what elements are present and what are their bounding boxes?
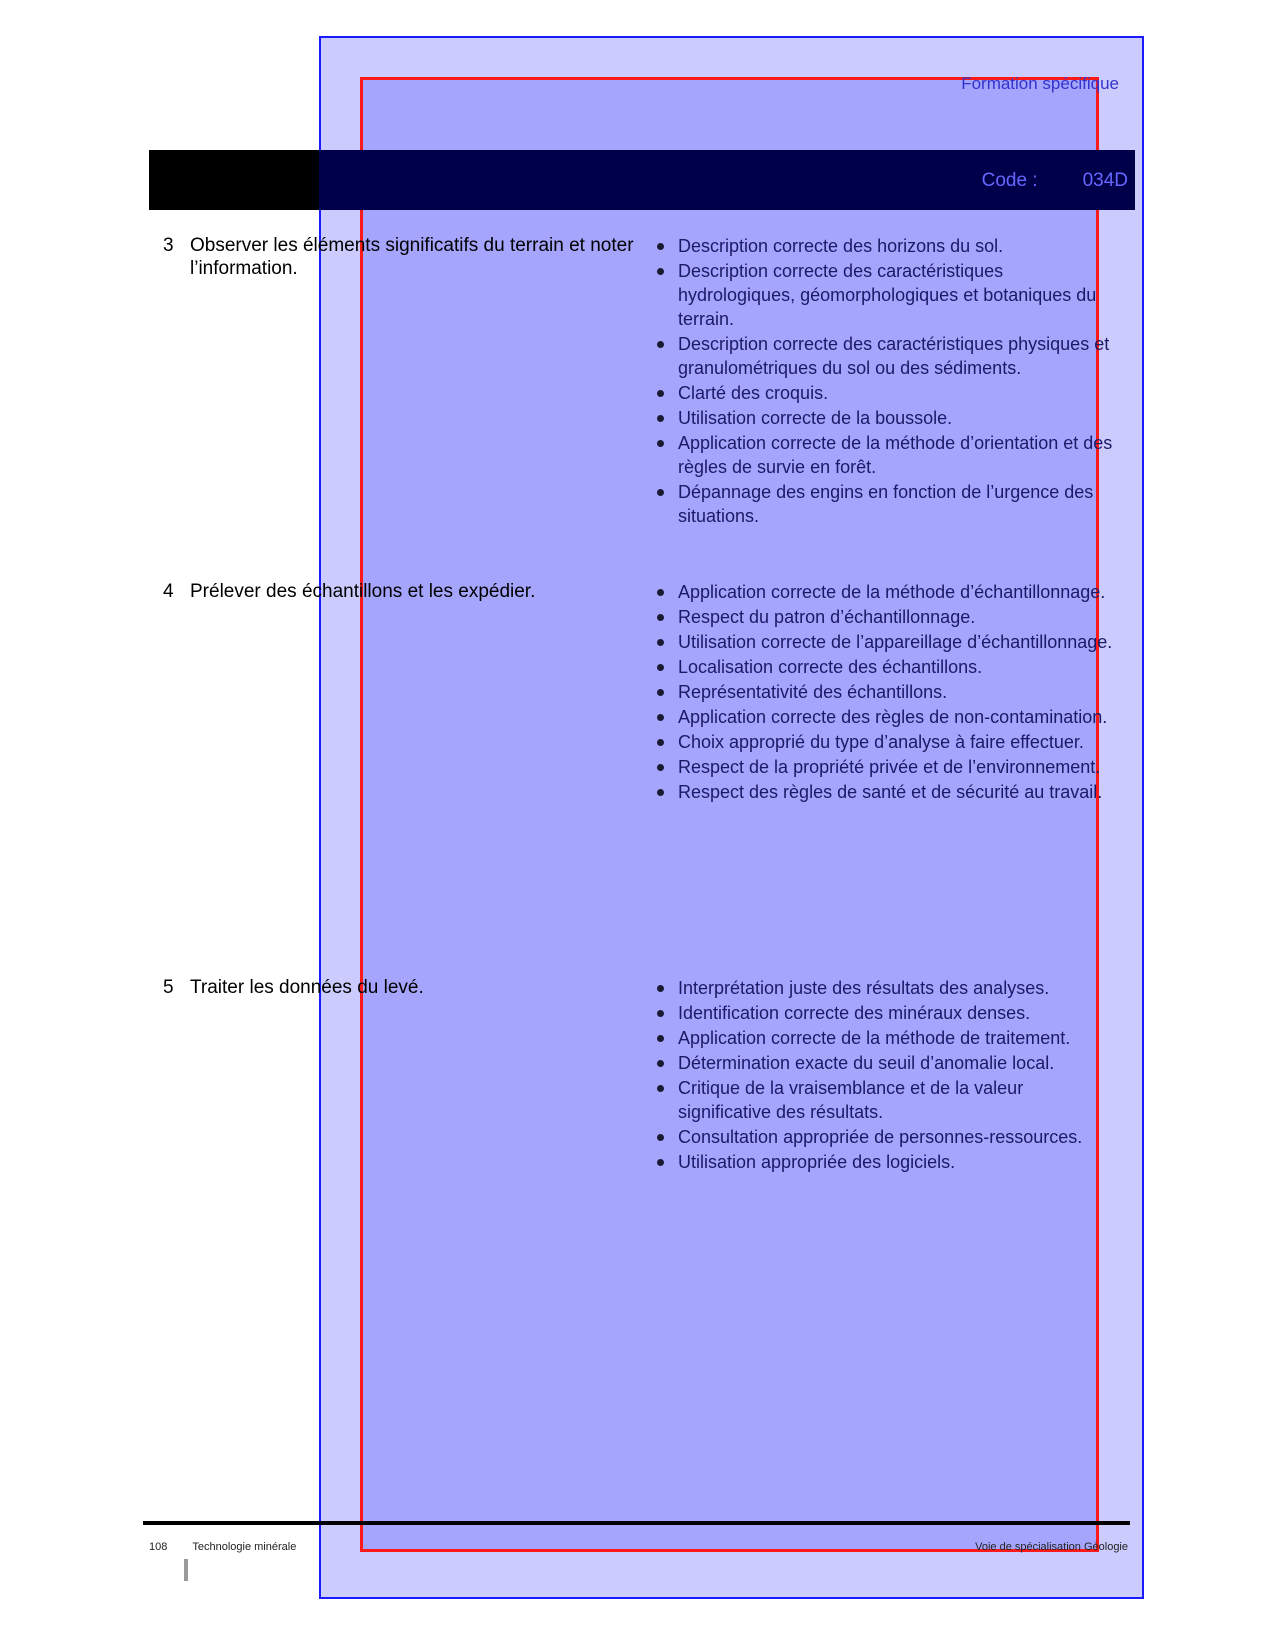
bullet-icon <box>657 440 664 447</box>
competency-4 <box>163 580 653 603</box>
criterion-item: Identification correcte des minéraux denses. <box>656 1001 1116 1025</box>
criterion-item: Dépannage des engins en fonction de l’urgence des situations. <box>656 480 1116 528</box>
footer-left <box>149 1541 296 1553</box>
criterion-item: Utilisation appropriée des logiciels. <box>656 1150 1116 1174</box>
bullet-icon <box>657 639 664 646</box>
footer-rule <box>143 1521 1130 1525</box>
criterion-item: Application correcte de la méthode d’orientation et des règles de survie en forêt. <box>656 431 1116 479</box>
bullet-icon <box>657 614 664 621</box>
criterion-item: Respect des règles de santé et de sécurité au travail. <box>656 780 1116 804</box>
criterion-item: Détermination exacte du seuil d’anomalie local. <box>656 1051 1116 1075</box>
criterion-item: Localisation correcte des échantillons. <box>656 655 1116 679</box>
bullet-icon <box>657 390 664 397</box>
criterion-item: Critique de la vraisemblance et de la valeur significative des résultats. <box>656 1076 1116 1124</box>
bullet-icon <box>657 341 664 348</box>
competency-5 <box>163 976 653 999</box>
criteria-list-4 <box>656 580 1116 805</box>
criterion-item: Description correcte des horizons du sol. <box>656 234 1116 258</box>
bullet-icon <box>657 789 664 796</box>
criterion-item: Description correcte des caractéristiques physiques et granulométriques du sol ou des sédiments. <box>656 332 1116 380</box>
bullet-icon <box>657 589 664 596</box>
competency-text: Prélever des échantillons et les expédier. <box>190 581 536 602</box>
bullet-icon <box>657 664 664 671</box>
criterion-item: Respect de la propriété privée et de l’environnement. <box>656 755 1116 779</box>
criterion-item: Application correcte des règles de non-contamination. <box>656 705 1116 729</box>
competency-text: Traiter les données du levé. <box>190 977 424 998</box>
footer-right-title: Voie de spécialisation Géologie <box>975 1541 1128 1553</box>
section-label: Formation spécifique <box>961 74 1119 93</box>
criterion-item: Clarté des croquis. <box>656 381 1116 405</box>
competency-number: 3 <box>163 235 174 256</box>
bullet-icon <box>657 1134 664 1141</box>
bullet-icon <box>657 1035 664 1042</box>
criterion-item: Utilisation correcte de l’appareillage d’échantillonnage. <box>656 630 1116 654</box>
bullet-icon <box>657 1060 664 1067</box>
criterion-item: Consultation appropriée de personnes-ressources. <box>656 1125 1116 1149</box>
code-label: Code : <box>981 170 1038 191</box>
criterion-item: Utilisation correcte de la boussole. <box>656 406 1116 430</box>
bullet-icon <box>657 268 664 275</box>
criterion-item: Application correcte de la méthode d’échantillonnage. <box>656 580 1116 604</box>
bullet-icon <box>657 489 664 496</box>
bullet-icon <box>657 1010 664 1017</box>
bullet-icon <box>657 243 664 250</box>
criteria-list-3 <box>656 234 1116 529</box>
criterion-item: Représentativité des échantillons. <box>656 680 1116 704</box>
page-number: 108 <box>149 1541 168 1553</box>
bullet-icon <box>657 689 664 696</box>
criteria-list-5 <box>656 976 1116 1175</box>
bullet-icon <box>657 1159 664 1166</box>
criterion-item: Application correcte de la méthode de traitement. <box>656 1026 1116 1050</box>
bullet-icon <box>657 985 664 992</box>
competency-3 <box>163 234 653 280</box>
bullet-icon <box>657 415 664 422</box>
bullet-icon <box>657 739 664 746</box>
code-value: 034D <box>1082 170 1128 191</box>
competency-number: 4 <box>163 581 174 602</box>
criterion-item: Respect du patron d’échantillonnage. <box>656 605 1116 629</box>
criterion-item: Description correcte des caractéristiques hydrologiques, géomorphologiques et botaniques du terrain. <box>656 259 1116 331</box>
competency-number: 5 <box>163 977 174 998</box>
bullet-icon <box>657 764 664 771</box>
bullet-icon <box>657 1085 664 1092</box>
course-code <box>982 170 1128 192</box>
bullet-icon <box>657 714 664 721</box>
footer-left-title: Technologie minérale <box>192 1541 297 1553</box>
margin-mark <box>184 1559 188 1581</box>
criterion-item: Interprétation juste des résultats des analyses. <box>656 976 1116 1000</box>
competency-text: Observer les éléments significatifs du terrain et noter l’information. <box>190 235 634 279</box>
criterion-item: Choix approprié du type d’analyse à faire effectuer. <box>656 730 1116 754</box>
